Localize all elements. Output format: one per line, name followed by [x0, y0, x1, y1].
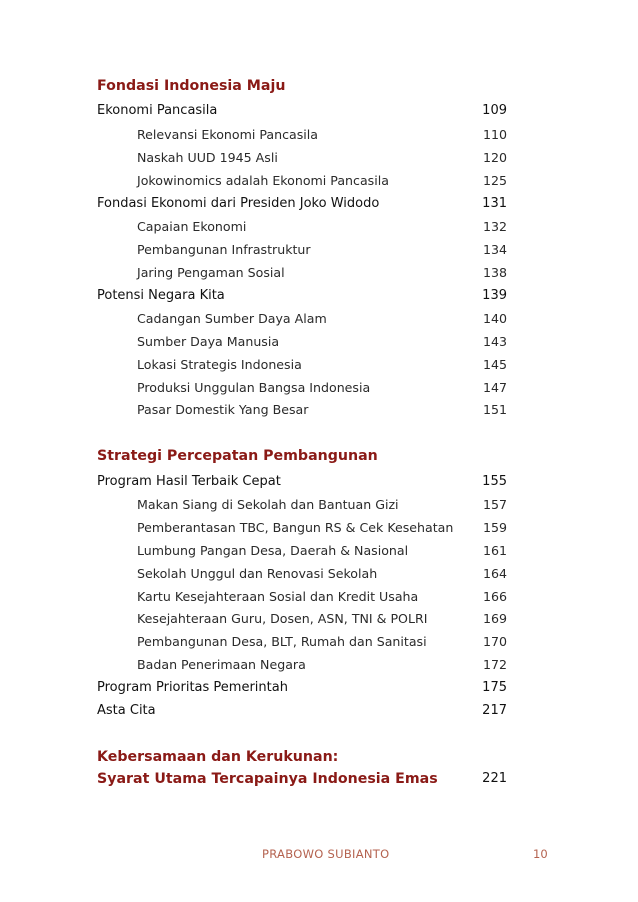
- toc-entry-page: 143: [482, 334, 507, 349]
- toc-entry-label: Relevansi Ekonomi Pancasila: [137, 127, 319, 142]
- toc-entry-label: Lumbung Pangan Desa, Daerah & Nasional: [137, 543, 409, 558]
- toc-entry-page: 140: [482, 311, 507, 326]
- toc-entry[interactable]: [97, 193, 507, 215]
- toc-subentry[interactable]: [97, 631, 507, 653]
- toc-entry-label: Badan Penerimaan Negara: [137, 657, 306, 672]
- toc-entry-label: Produksi Unggulan Bangsa Indonesia: [137, 380, 371, 395]
- toc-entry[interactable]: [97, 471, 507, 493]
- toc-entry-page: 161: [482, 543, 507, 558]
- toc-entry-page: 169: [482, 611, 507, 626]
- toc-entry-label: Pasar Domestik Yang Besar: [137, 402, 309, 417]
- toc-entry[interactable]: [97, 100, 507, 122]
- toc-subentry[interactable]: [97, 517, 507, 539]
- toc-subentry[interactable]: [97, 377, 507, 399]
- toc-entry-page: 221: [482, 771, 507, 786]
- toc-entry-label: Fondasi Ekonomi dari Presiden Joko Widodo: [97, 196, 380, 211]
- section-heading: [97, 78, 507, 94]
- toc-entry-page: 145: [482, 357, 507, 372]
- section-title: Fondasi Indonesia Maju: [97, 78, 286, 94]
- section-title-line-2: Syarat Utama Tercapainya Indonesia Emas: [97, 771, 438, 787]
- section-heading: [97, 448, 507, 464]
- toc-entry-label: Jaring Pengaman Sosial: [137, 265, 285, 280]
- toc-entry-label: Program Hasil Terbaik Cepat: [97, 474, 281, 489]
- toc-subentry[interactable]: [97, 586, 507, 608]
- section-title: Strategi Percepatan Pembangunan: [97, 448, 378, 464]
- toc-subentry[interactable]: [97, 216, 507, 238]
- toc-entry-page: 125: [482, 173, 507, 188]
- toc-entry[interactable]: [97, 677, 507, 699]
- toc-entry-label: Capaian Ekonomi: [137, 219, 247, 234]
- toc-entry-label: Ekonomi Pancasila: [97, 103, 218, 118]
- toc-subentry[interactable]: [97, 147, 507, 169]
- toc-entry-page: 155: [482, 474, 507, 489]
- toc-subentry[interactable]: [97, 354, 507, 376]
- toc-entry-label: Sumber Daya Manusia: [137, 334, 280, 349]
- toc-entry-page: 164: [482, 566, 507, 581]
- toc-subentry[interactable]: [97, 563, 507, 585]
- toc-subentry[interactable]: [97, 262, 507, 284]
- toc-subentry[interactable]: [97, 540, 507, 562]
- toc-entry-page: 132: [482, 219, 507, 234]
- toc-entry-label: Kesejahteraan Guru, Dosen, ASN, TNI & POLRI: [137, 611, 428, 626]
- toc-entry-label: Pemberantasan TBC, Bangun RS & Cek Kesehatan: [137, 520, 454, 535]
- toc-entry-page: 166: [482, 589, 507, 604]
- toc-entry-page: 109: [482, 103, 507, 118]
- toc-entry-page: 120: [482, 150, 507, 165]
- toc-entry-page: 172: [482, 657, 507, 672]
- toc-entry-label: Sekolah Unggul dan Renovasi Sekolah: [137, 566, 378, 581]
- toc-subentry[interactable]: [97, 608, 507, 630]
- toc-entry-label: Asta Cita: [97, 703, 156, 718]
- toc-entry-label: Cadangan Sumber Daya Alam: [137, 311, 327, 326]
- toc-entry-label: Program Prioritas Pemerintah: [97, 680, 288, 695]
- toc-subentry[interactable]: [97, 494, 507, 516]
- section-heading-entry[interactable]: [97, 771, 507, 787]
- toc-subentry[interactable]: [97, 399, 507, 421]
- toc-entry-page: 138: [482, 265, 507, 280]
- footer-author: PRABOWO SUBIANTO: [262, 847, 390, 861]
- toc-entry-label: Potensi Negara Kita: [97, 288, 225, 303]
- toc-entry-page: 157: [482, 497, 507, 512]
- toc-entry-page: 175: [482, 680, 507, 695]
- toc-entry-page: 139: [482, 288, 507, 303]
- section-title-line-1: Kebersamaan dan Kerukunan:: [97, 749, 339, 765]
- toc-subentry[interactable]: [97, 654, 507, 676]
- toc-subentry[interactable]: [97, 239, 507, 261]
- toc-entry-page: 159: [482, 520, 507, 535]
- toc-entry-page: 131: [482, 196, 507, 211]
- toc-entry-label: Pembangunan Desa, BLT, Rumah dan Sanitasi: [137, 634, 427, 649]
- toc-entry-page: 147: [482, 380, 507, 395]
- toc-entry[interactable]: [97, 285, 507, 307]
- footer-page-number: 10: [533, 847, 548, 861]
- toc-entry-page: 134: [482, 242, 507, 257]
- toc-subentry[interactable]: [97, 170, 507, 192]
- toc-entry-label: Pembangunan Infrastruktur: [137, 242, 311, 257]
- toc-entry-label: Makan Siang di Sekolah dan Bantuan Gizi: [137, 497, 399, 512]
- toc-subentry[interactable]: [97, 308, 507, 330]
- toc-entry-label: Lokasi Strategis Indonesia: [137, 357, 302, 372]
- toc-entry-label: Kartu Kesejahteraan Sosial dan Kredit Usaha: [137, 589, 419, 604]
- toc-entry[interactable]: [97, 700, 507, 722]
- toc-entry-page: 170: [482, 634, 507, 649]
- toc-entry-page: 110: [482, 127, 507, 142]
- section-heading: [97, 749, 507, 765]
- toc-entry-label: Naskah UUD 1945 Asli: [137, 150, 278, 165]
- toc-subentry[interactable]: [97, 124, 507, 146]
- toc-entry-page: 217: [482, 703, 507, 718]
- toc-subentry[interactable]: [97, 331, 507, 353]
- toc-entry-label: Jokowinomics adalah Ekonomi Pancasila: [137, 173, 389, 188]
- toc-entry-page: 151: [482, 402, 507, 417]
